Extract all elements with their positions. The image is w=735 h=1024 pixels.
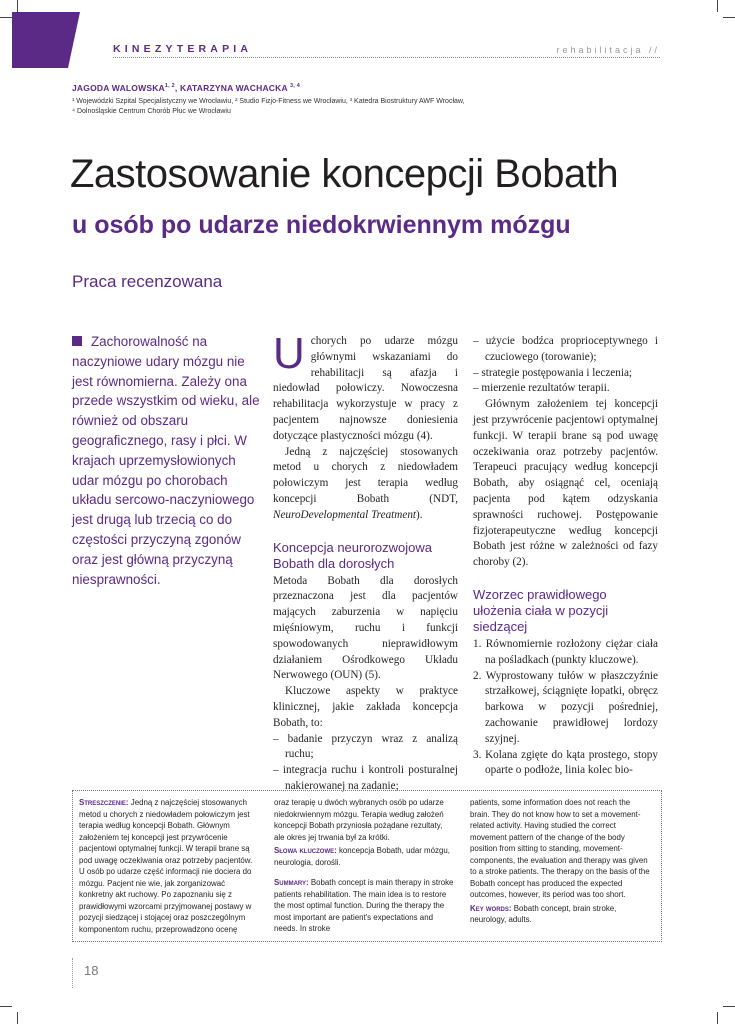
author-1-affil: 1, 2 (164, 83, 175, 90)
article-subtitle: u osób po udarze niedokrwiennym mózgu (72, 211, 571, 239)
body-paragraph: Głównym założeniem tej koncepcji jest przywrócenie pacjentowi optymalnej funkcji. W terapii brane są pod uwagę oczekiwania oraz potrzeby pacjentów. Terapeuci pracujący według koncepcji Bobath, aby osiągnąć cel, oceniają pacjenta pod kątem odzyskania sprawności ruchowej. Postępowanie fizjoterapeutyczne według koncepcji Bobath jest różne w zależności od fazy choroby (2). (473, 398, 658, 569)
crop-mark (717, 0, 718, 12)
article-title: Zastosowanie koncepcji Bobath (70, 152, 619, 196)
list-item: – badanie przyczyn wraz z analizą ruchu; (273, 732, 458, 761)
abstract-pl-continued: oraz terapię u dwóch wybranych osób po udarze niedokrwiennym mózgu. Terapia według założeń koncepcji Bobath przyniosła pożądane rezultaty, ale okres jej trwania był za krótki. (274, 798, 444, 842)
author-separator: , (174, 83, 180, 93)
crop-mark (717, 1012, 718, 1024)
keywords-label: Słowa kluczowe: (274, 846, 337, 855)
summary-en-continued: patients, some information does not reach the brain. They do not know how to set a movement-related activity. Having studied the correct movement pattern of the change of the body position from sitting to standing, movement-components, the evaluation and therapy was given to a stroke patients. The therapy on the basis of the Bobath concept has produced the expected outcomes, however, its period was too short. (470, 798, 650, 899)
crop-mark (723, 1006, 735, 1007)
body-column-1 (273, 329, 458, 795)
summary-en: Summary: Bobath concept is main therapy in stroke patients rehabilitation. The main idea is to restore the most optimal function. During the therapy the most important are patient's expectations and needs. In stroke (274, 878, 454, 933)
authors (72, 83, 300, 93)
body-paragraph: Uchorych po udarze mózgu głównymi wskazaniami do rehabilitacji są afazja i niedowład połowiczy. Nowoczesna rehabilitacja wykorzystuje w pracy z pacjentem najnowsze doniesienia dotyczące plastyczności mózgu (4). (273, 329, 458, 442)
list-item: 3. Kolana zgięte do kąta prostego, stopy oparte o podłoże, linia kolec bio- (473, 748, 658, 777)
header-rule (113, 57, 660, 58)
crop-mark (723, 17, 735, 18)
list-item: – strategie postępowania i leczenia; (473, 366, 633, 379)
abstract-column-2 (274, 797, 454, 935)
section-heading: Koncepcja neurorozwojowa Bobath dla dorosłych (273, 539, 432, 571)
crop-mark (17, 1012, 18, 1024)
author-1: JAGODA WALOWSKA (72, 83, 165, 93)
list-item: – mierzenie rezultatów terapii. (473, 382, 610, 395)
abstract-pl: Streszczenie: Jedną z najczęściej stosowanych metod u chorych z niedowładem połowiczym jest terapia według koncepcji Bobath. Głównym założeniem tej koncepcji jest przywrócenie pacjentowi optymalnej funkcji. W terapii brane są pod uwagę oczekiwania oraz potrzeby pacjentów. U osób po udarze część informacji nie dociera do mózgu. Pacjent nie wie, jak zorganizować konkretny akt ruchowy. Po zapoznaniu się z prawidłowymi wzorcami przyjmowanej postawy w pozycji siedzącej i stojącej oraz poszczególnym komponentom ruchu, przeprowadzono ocenę (79, 798, 253, 934)
affiliation-line: ¹ Wojewódzki Szpital Specjalistyczny we Wrocławiu, ² Studio Fizjo-Fitness we Wrocławiu, ³ Katedra Biostruktury AWF Wrocław, (72, 98, 465, 105)
list-item: 2. Wyprostowany tułów w płaszczyźnie strzałkowej, ściągnięte łopatki, obręcz barkowa w pozycji pośredniej, zachowanie prawidłowej lordozy szyjnej. (473, 669, 658, 745)
affiliations (72, 97, 542, 117)
posture-list (473, 637, 658, 779)
body-paragraph: Kluczowe aspekty w praktyce klinicznej, jakie zakłada koncepcja Bobath, to: (273, 685, 458, 729)
section-label: KINEZYTERAPIA (113, 43, 253, 55)
crop-mark (0, 1006, 12, 1007)
page-number: 18 (84, 963, 99, 978)
section-heading: Wzorzec prawidłowego ułożenia ciała w pozycji siedzącej (473, 586, 609, 634)
folio-rule (72, 958, 74, 988)
abstract-box (72, 790, 662, 942)
list-item: – integracja ruchu i kontroli posturalnej nakierowanej na zadanie; (273, 764, 458, 792)
journal-name: rehabilitacja // (556, 45, 660, 55)
author-2: KATARZYNA WACHACKA (180, 83, 288, 93)
list-item: 1. Równomiernie rozłożony ciężar ciała na pośladkach (punkty kluczowe). (473, 637, 658, 666)
article-type: Praca recenzowana (72, 272, 223, 291)
pull-quote (72, 332, 262, 589)
abstract-column-1 (79, 797, 259, 935)
aspects-list-continued (473, 334, 658, 397)
pull-quote-text: Zachorowalność na naczyniowe udary mózgu nie jest równomierna. Zależy ona przede wszystkim od wieku, ale również od obszaru geograficznego, rasy i płci. W krajach uprzemysłowionych udar mózgu po chorobach układu sercowo-naczyniowego jest drugą lub trzecią co do częstości przyczyną zgonów oraz jest główną przyczyną niesprawności. (72, 334, 260, 587)
summary-label: Summary: (274, 878, 309, 887)
abstract-label: Streszczenie: (79, 798, 129, 807)
keywords-pl: Słowa kluczowe: koncepcja Bobath, udar mózgu, neurologia, dorośli. (274, 846, 450, 867)
square-bullet-icon (72, 336, 82, 346)
body-paragraph: Metoda Bobath dla dorosłych przeznaczona jest dla pacjentów mających zaburzenia w napięciu mięśniowym, ruchu i funkcji spowodowanych nieprawidłowym działaniem Ośrodkowego Układu Nerwowego (OUN) (5). (273, 574, 458, 682)
keywords-en: Key words: Bobath concept, brain stroke, neurology, adults. (470, 903, 617, 924)
affiliation-line: ⁴ Dolnośląskie Centrum Chorób Płuc we Wrocławiu (72, 108, 231, 115)
aspects-list (273, 732, 458, 795)
list-item: – użycie bodźca proprioceptywnego i czuciowego (torowanie); (473, 335, 658, 363)
drop-cap: U (273, 329, 305, 378)
body-column-2 (473, 334, 658, 779)
section-corner-tab (0, 0, 80, 68)
body-paragraph: Jedną z najczęściej stosowanych metod u chorych z niedowładem połowiczym jest terapia według koncepcji Bobath (NDT, NeuroDevelopmental Treatment). (273, 445, 458, 521)
author-2-affil: 3, 4 (290, 83, 301, 90)
abstract-column-3 (470, 797, 650, 926)
keywords-label: Key words: (470, 903, 512, 913)
